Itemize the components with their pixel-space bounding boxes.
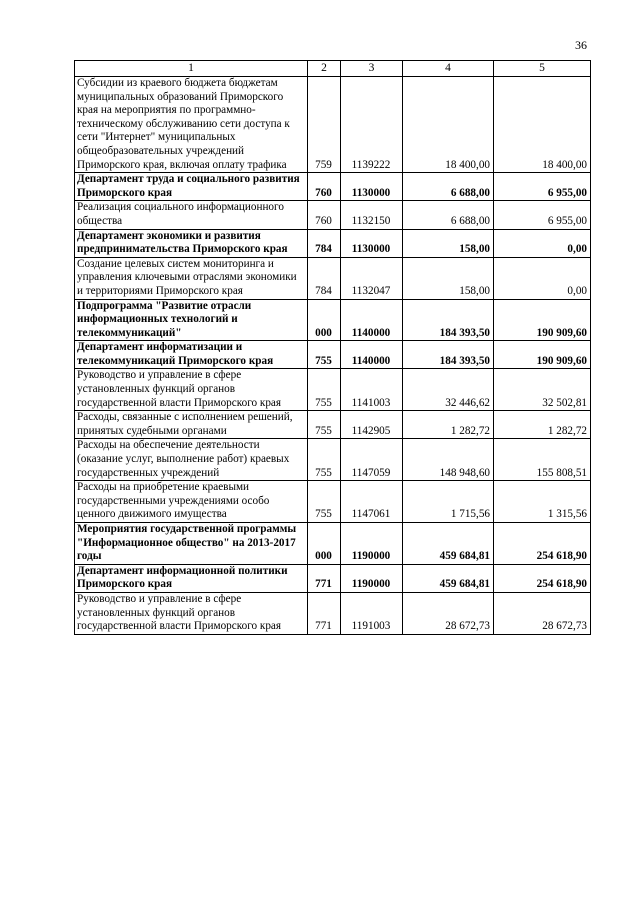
- row-code-cell: 760: [308, 201, 341, 229]
- row-sum-cell: 184 393,50: [403, 341, 494, 369]
- table-header-row: [75, 61, 591, 77]
- row-sum-cell: 32 446,62: [403, 369, 494, 411]
- row-sum-cell: 6 955,00: [494, 173, 591, 201]
- row-code-cell: 784: [308, 257, 341, 299]
- table-row: [75, 257, 591, 299]
- row-sum-cell: 1 282,72: [403, 411, 494, 439]
- row-name-cell: Расходы на приобретение краевыми государственными учреждениями особо ценного движимого имущества: [75, 481, 308, 523]
- row-name-cell: Субсидии из краевого бюджета бюджетам муниципальных образований Приморского края на мероприятия по программно-техническому обслуживанию сети доступа к сети "Интернет" муниципальных общеобразовательных учреждений Приморского края, включая оплату трафика: [75, 77, 308, 173]
- row-article-cell: 1191003: [341, 592, 403, 634]
- row-name-cell: Руководство и управление в сфере установленных функций органов государственной власти Приморского края: [75, 369, 308, 411]
- row-sum-cell: 1 282,72: [494, 411, 591, 439]
- table-row: [75, 299, 591, 341]
- column-header: 1: [75, 61, 308, 77]
- table-row: [75, 229, 591, 257]
- row-sum-cell: 1 715,56: [403, 481, 494, 523]
- row-sum-cell: 254 618,90: [494, 564, 591, 592]
- row-article-cell: 1130000: [341, 173, 403, 201]
- row-article-cell: 1142905: [341, 411, 403, 439]
- table-row: [75, 592, 591, 634]
- row-name-cell: Руководство и управление в сфере установленных функций органов государственной власти Приморского края: [75, 592, 308, 634]
- row-name-cell: Департамент информатизации и телекоммуникаций Приморского края: [75, 341, 308, 369]
- budget-table: [74, 60, 591, 635]
- row-sum-cell: 148 948,60: [403, 439, 494, 481]
- row-name-cell: Департамент труда и социального развития Приморского края: [75, 173, 308, 201]
- row-sum-cell: 6 688,00: [403, 173, 494, 201]
- row-sum-cell: 28 672,73: [403, 592, 494, 634]
- row-code-cell: 759: [308, 77, 341, 173]
- row-code-cell: 784: [308, 229, 341, 257]
- row-code-cell: 771: [308, 592, 341, 634]
- row-sum-cell: 190 909,60: [494, 299, 591, 341]
- row-name-cell: Реализация социального информационного общества: [75, 201, 308, 229]
- row-code-cell: 755: [308, 411, 341, 439]
- row-name-cell: Мероприятия государственной программы "Информационное общество" на 2013-2017 годы: [75, 523, 308, 565]
- table-row: [75, 564, 591, 592]
- row-code-cell: 000: [308, 523, 341, 565]
- row-name-cell: Создание целевых систем мониторинга и управления ключевыми отраслями экономики и территориями Приморского края: [75, 257, 308, 299]
- row-name-cell: Расходы, связанные с исполнением решений, принятых судебными органами: [75, 411, 308, 439]
- row-code-cell: 755: [308, 439, 341, 481]
- row-article-cell: 1140000: [341, 299, 403, 341]
- row-sum-cell: 0,00: [494, 229, 591, 257]
- row-sum-cell: 254 618,90: [494, 523, 591, 565]
- row-sum-cell: 6 955,00: [494, 201, 591, 229]
- column-header: 5: [494, 61, 591, 77]
- row-sum-cell: 459 684,81: [403, 523, 494, 565]
- row-sum-cell: 18 400,00: [403, 77, 494, 173]
- row-sum-cell: 6 688,00: [403, 201, 494, 229]
- table-row: [75, 439, 591, 481]
- table-row: [75, 411, 591, 439]
- row-article-cell: 1147061: [341, 481, 403, 523]
- row-article-cell: 1140000: [341, 341, 403, 369]
- row-sum-cell: 155 808,51: [494, 439, 591, 481]
- row-sum-cell: 1 315,56: [494, 481, 591, 523]
- table-row: [75, 341, 591, 369]
- table-row: [75, 523, 591, 565]
- row-name-cell: Департамент информационной политики Приморского края: [75, 564, 308, 592]
- row-code-cell: 755: [308, 369, 341, 411]
- row-sum-cell: 0,00: [494, 257, 591, 299]
- row-sum-cell: 184 393,50: [403, 299, 494, 341]
- row-sum-cell: 28 672,73: [494, 592, 591, 634]
- row-article-cell: 1190000: [341, 523, 403, 565]
- table-row: [75, 173, 591, 201]
- row-code-cell: 771: [308, 564, 341, 592]
- row-code-cell: 755: [308, 481, 341, 523]
- row-sum-cell: 158,00: [403, 229, 494, 257]
- row-article-cell: 1132047: [341, 257, 403, 299]
- row-sum-cell: 18 400,00: [494, 77, 591, 173]
- row-sum-cell: 459 684,81: [403, 564, 494, 592]
- table-row: [75, 481, 591, 523]
- row-article-cell: 1132150: [341, 201, 403, 229]
- row-article-cell: 1190000: [341, 564, 403, 592]
- table-row: [75, 77, 591, 173]
- row-name-cell: Расходы на обеспечение деятельности (оказание услуг, выполнение работ) краевых государственных учреждений: [75, 439, 308, 481]
- row-sum-cell: 190 909,60: [494, 341, 591, 369]
- row-sum-cell: 158,00: [403, 257, 494, 299]
- row-name-cell: Подпрограмма "Развитие отрасли информационных технологий и телекоммуникаций": [75, 299, 308, 341]
- row-code-cell: 760: [308, 173, 341, 201]
- column-header: 2: [308, 61, 341, 77]
- row-article-cell: 1130000: [341, 229, 403, 257]
- page-number: 36: [575, 38, 587, 52]
- table-row: [75, 369, 591, 411]
- row-code-cell: 000: [308, 299, 341, 341]
- row-name-cell: Департамент экономики и развития предпринимательства Приморского края: [75, 229, 308, 257]
- row-code-cell: 755: [308, 341, 341, 369]
- row-article-cell: 1141003: [341, 369, 403, 411]
- row-sum-cell: 32 502,81: [494, 369, 591, 411]
- column-header: 3: [341, 61, 403, 77]
- column-header: 4: [403, 61, 494, 77]
- table-row: [75, 201, 591, 229]
- row-article-cell: 1147059: [341, 439, 403, 481]
- row-article-cell: 1139222: [341, 77, 403, 173]
